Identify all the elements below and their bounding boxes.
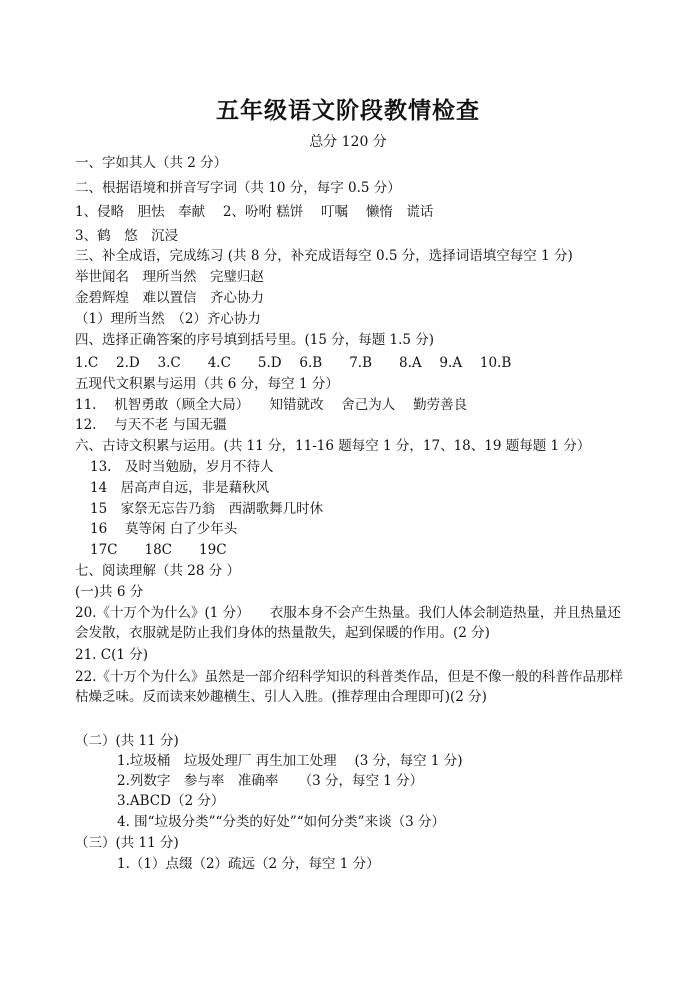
- section-heading-4: 四、选择正确答案的序号填到括号里。(15 分，每题 1.5 分): [75, 332, 435, 348]
- section-heading-5: 五现代文积累与运用（共 6 分，每空 1 分）: [75, 376, 339, 392]
- answer-paragraph: 22.《十万个为什么》虽然是一部介绍科学知识的科普类作品，但是不像一般的科普作品那样枯燥乏味。反而读来妙趣横生、引人入胜。(推荐理由合理即可)(2 分): [75, 669, 623, 705]
- subsection-heading: （二）(共 11 分): [75, 733, 179, 749]
- answer-line: 3、鹤 悠 沉浸: [75, 228, 179, 244]
- answer-line: 17C 18C 19C: [90, 542, 227, 558]
- answer-line: 12. 与天不老 与国无疆: [75, 417, 227, 433]
- subsection-heading: (一)共 6 分: [75, 584, 144, 600]
- answer-line: 举世闻名 理所当然 完璧归赵: [75, 269, 264, 285]
- page-title: 五年级语文阶段教情检查: [216, 98, 480, 124]
- section-heading-1: 一、字如其人（共 2 分）: [75, 155, 228, 171]
- answer-line: 16 莫等闲 白了少年头: [90, 521, 238, 537]
- answer-line: 1.（1）点缀（2）疏远（2 分，每空 1 分）: [117, 856, 380, 872]
- answer-paragraph: 20.《十万个为什么》(1 分） 衣服本身不会产生热量。我们人体会制造热量，并且热量还会发散，衣服就是防止我们身体的热量散失，起到保暖的作用。(2 分): [75, 605, 621, 641]
- subsection-heading: （三）(共 11 分): [75, 835, 179, 851]
- answer-line: 1、侵略 胆怯 奉献 2、吩咐 糕饼 叮嘱 懒惰 谎话: [75, 204, 434, 220]
- answer-line: 1.垃圾桶 垃圾处理厂 再生加工处理 (3 分，每空 1 分): [117, 753, 463, 769]
- answer-line: 3.ABCD（2 分）: [117, 793, 225, 809]
- answer-line: 金碧辉煌 难以置信 齐心协力: [75, 290, 264, 306]
- answer-line: 4. 围“垃圾分类”“分类的好处”“如何分类”来谈（3 分）: [117, 814, 445, 830]
- section-heading-6: 六、古诗文积累与运用。(共 11 分，11-16 题每空 1 分，17、18、19 题每题 1 分）: [75, 438, 591, 454]
- answer-line: （1）理所当然 （2）齐心协力: [75, 311, 261, 327]
- answer-line: 2.列数字 参与率 准确率 （3 分，每空 1 分）: [117, 773, 424, 789]
- total-score: 总分 120 分: [309, 134, 387, 150]
- answer-line: 13. 及时当勉励，岁月不待人: [90, 459, 274, 475]
- answer-line: 15 家祭无忘告乃翁 西湖歌舞几时休: [90, 501, 324, 517]
- section-heading-7: 七、阅读理解（共 28 分 ）: [75, 563, 241, 579]
- answer-line: 21. C(1 分): [75, 647, 149, 663]
- answer-line: 1.C 2.D 3.C 4.C 5.D 6.B 7.B 8.A 9.A 10.B: [75, 355, 512, 371]
- section-heading-3: 三、补全成语，完成练习 (共 8 分，补充成语每空 0.5 分，选择词语填空每空 1 分): [75, 248, 573, 264]
- section-heading-2: 二、根据语境和拼音写字词（共 10 分，每字 0.5 分）: [75, 180, 401, 196]
- answer-line: 14 居高声自远，非是藉秋风: [90, 480, 270, 496]
- answer-line: 11. 机智勇敢（顾全大局） 知错就改 舍己为人 勤劳善良: [75, 397, 468, 413]
